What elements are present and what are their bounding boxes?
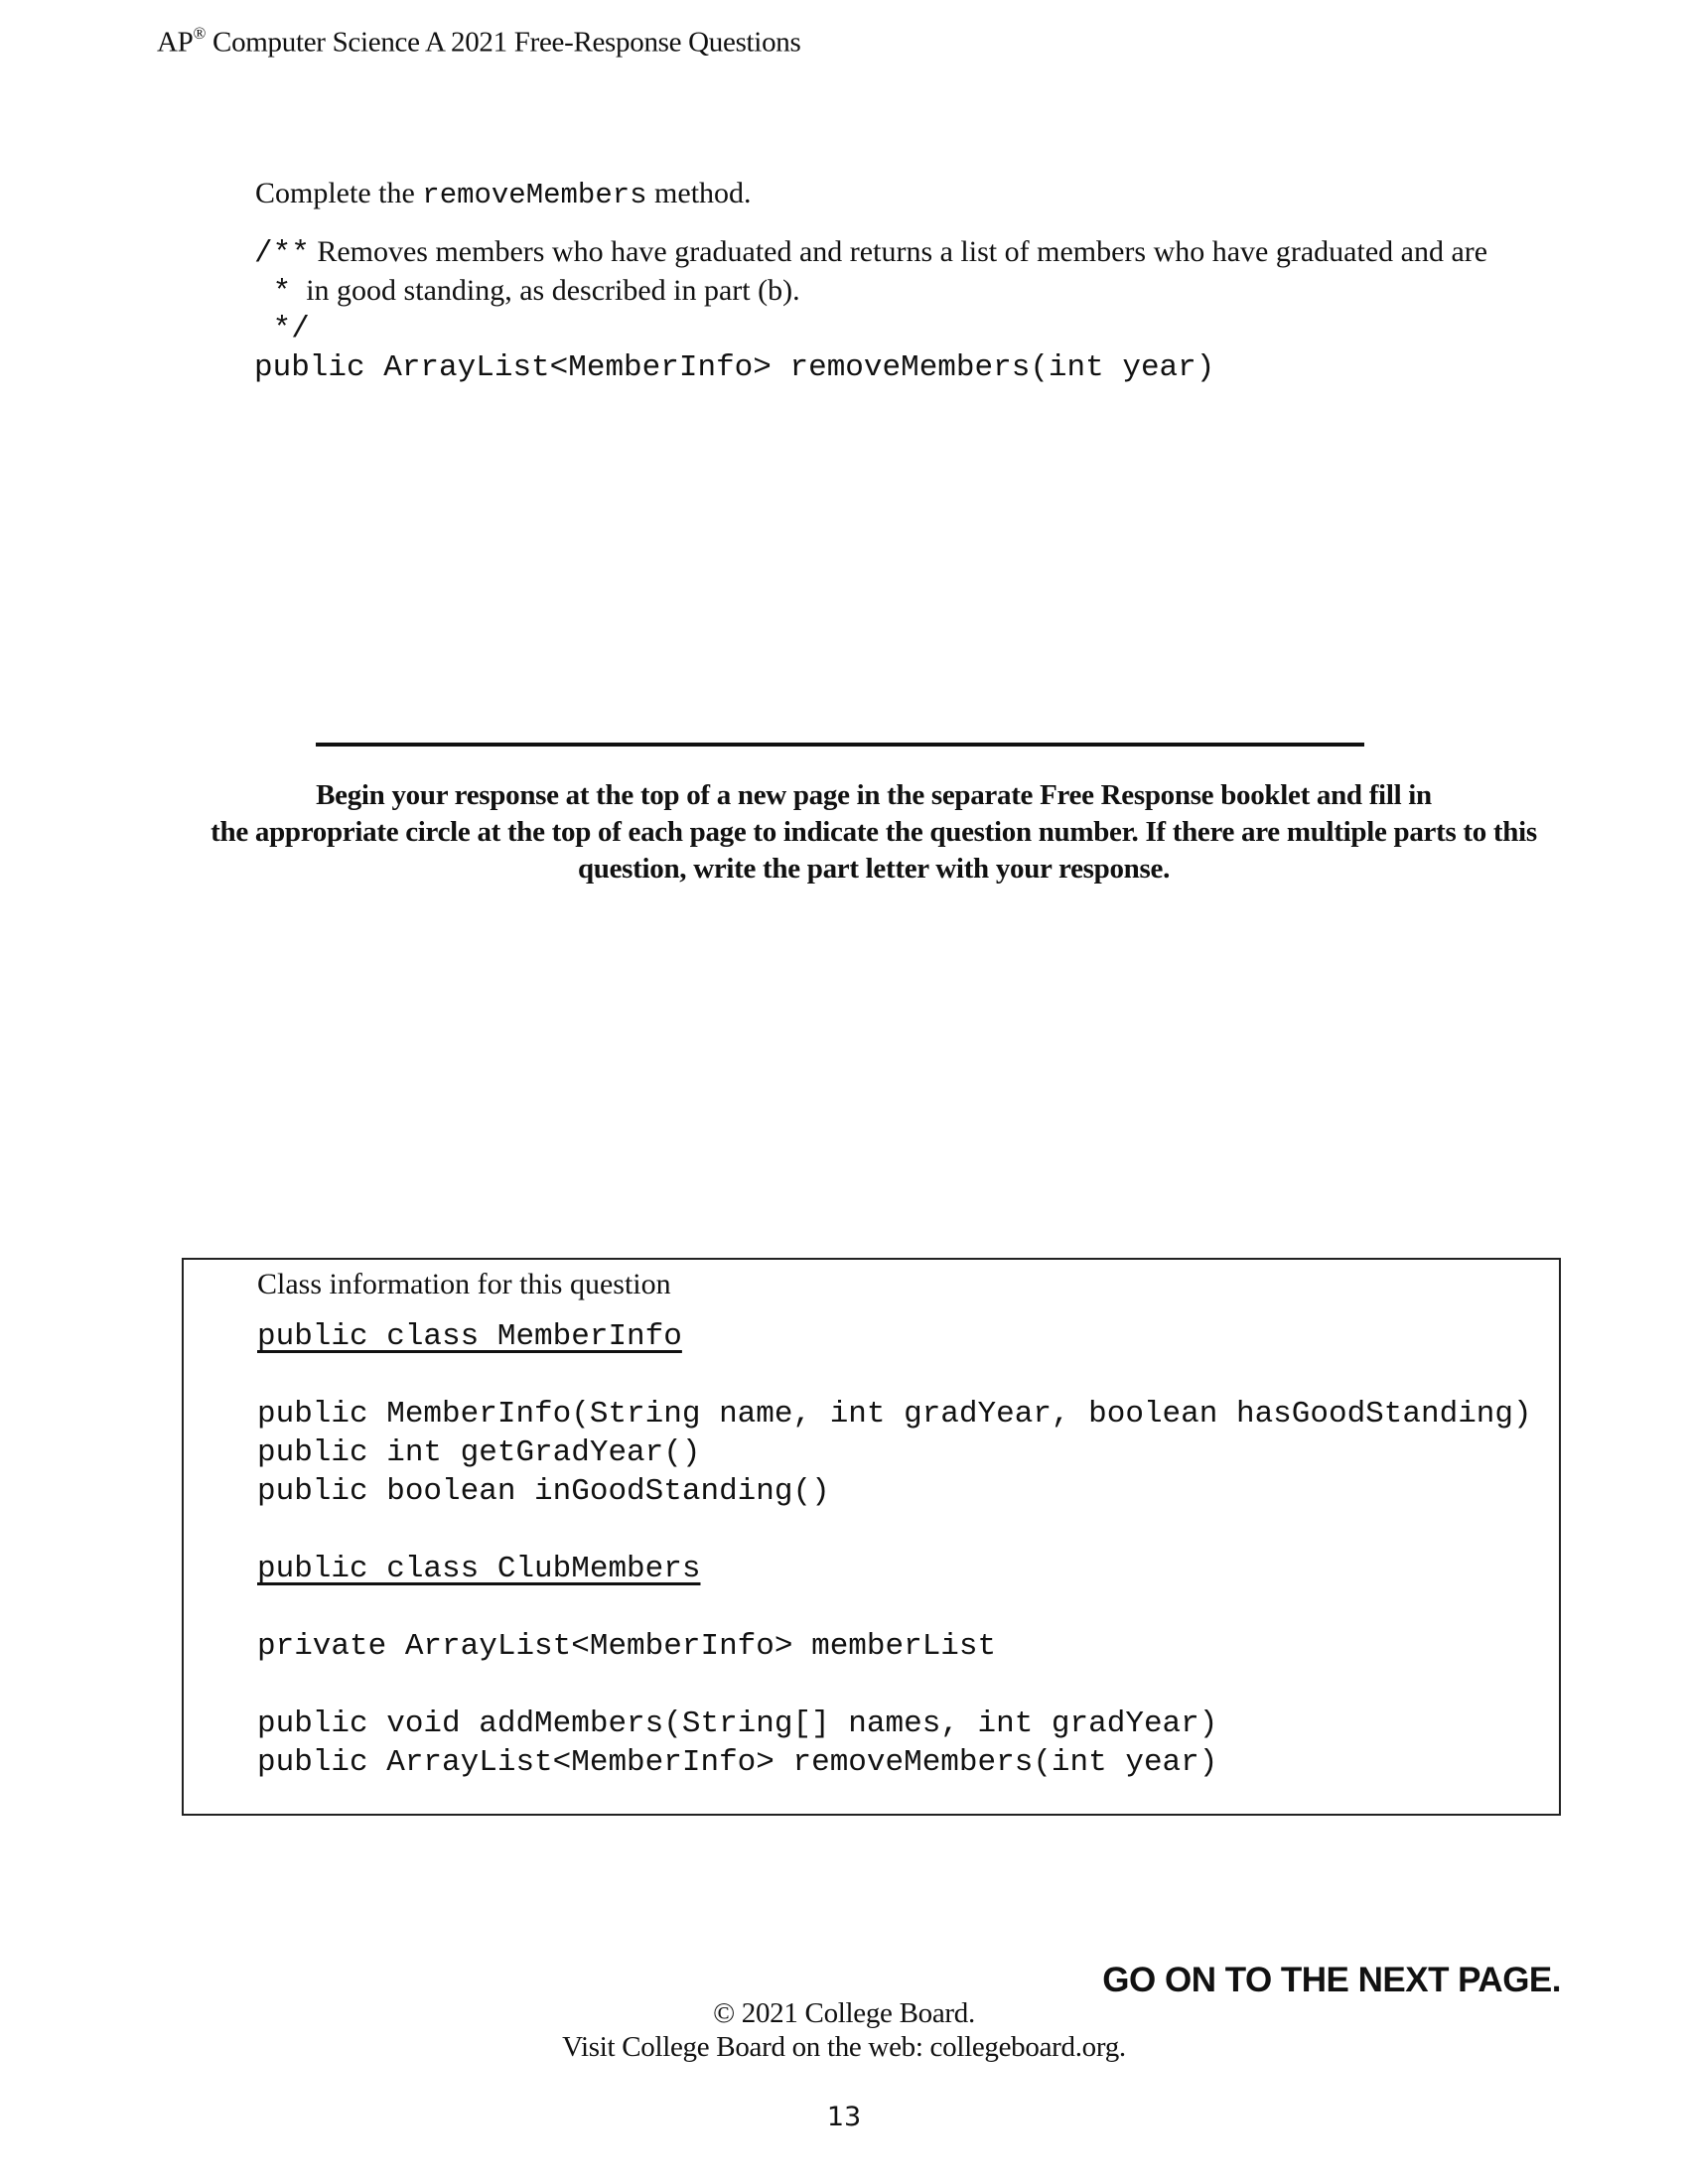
visit-text: Visit College Board on the web: collegeboard.org. — [562, 2031, 1126, 2063]
header-title: Computer Science A 2021 Free-Response Questions — [206, 26, 801, 59]
doc-comment-line-1 — [254, 232, 1487, 274]
comment-close: */ — [254, 312, 310, 346]
comment-open: /** — [254, 236, 310, 271]
class-information-box — [182, 1258, 1561, 1816]
memberinfo-getgradyear: public int getGradYear() — [257, 1435, 701, 1470]
page-number: 13 — [826, 2102, 862, 2132]
header-ap: AP — [157, 26, 194, 59]
registered-mark: ® — [193, 24, 207, 43]
clubmembers-removemembers: public ArrayList<MemberInfo> removeMembers(int year) — [257, 1745, 1218, 1780]
response-instructions — [139, 777, 1609, 887]
page-header — [157, 26, 800, 60]
prompt-before: Complete the — [255, 177, 423, 209]
clubmembers-field: private ArrayList<MemberInfo> memberList — [257, 1629, 997, 1664]
memberinfo-constructor: public MemberInfo(String name, int gradYear, boolean hasGoodStanding) — [257, 1397, 1532, 1432]
instruction-line-1: Begin your response at the top of a new page in the separate Free Response booklet and fill in — [316, 779, 1432, 811]
comment-text-1: Removes members who have graduated and returns a list of members who have graduated and are — [309, 235, 1488, 268]
class-clubmembers-header: public class ClubMembers — [257, 1552, 701, 1586]
copyright-text: © 2021 College Board. — [713, 1997, 975, 2029]
page-footer — [0, 1996, 1688, 2064]
comment-star: * — [254, 275, 292, 310]
go-on-notice: GO ON TO THE NEXT PAGE. — [1102, 1961, 1561, 1999]
doc-comment-line-2 — [254, 271, 800, 313]
method-signature: public ArrayList<MemberInfo> removeMembers(int year) — [254, 350, 1215, 385]
clubmembers-addmembers: public void addMembers(String[] names, int gradYear) — [257, 1706, 1218, 1741]
class-info-label: Class information for this question — [257, 1268, 671, 1300]
instruction-line-3: question, write the part letter with your response. — [577, 853, 1171, 885]
section-divider — [316, 743, 1364, 747]
comment-text-2: in good standing, as described in part (b). — [291, 274, 800, 307]
instruction-line-2: the appropriate circle at the top of each page to indicate the question number. If there are multiple parts to this — [211, 816, 1537, 848]
prompt-method-name: removeMembers — [422, 179, 647, 211]
prompt-after: method. — [646, 177, 752, 209]
question-prompt — [255, 177, 752, 211]
memberinfo-ingoodstanding: public boolean inGoodStanding() — [257, 1474, 830, 1509]
doc-comment-line-3 — [254, 310, 310, 349]
class-memberinfo-header: public class MemberInfo — [257, 1319, 682, 1354]
